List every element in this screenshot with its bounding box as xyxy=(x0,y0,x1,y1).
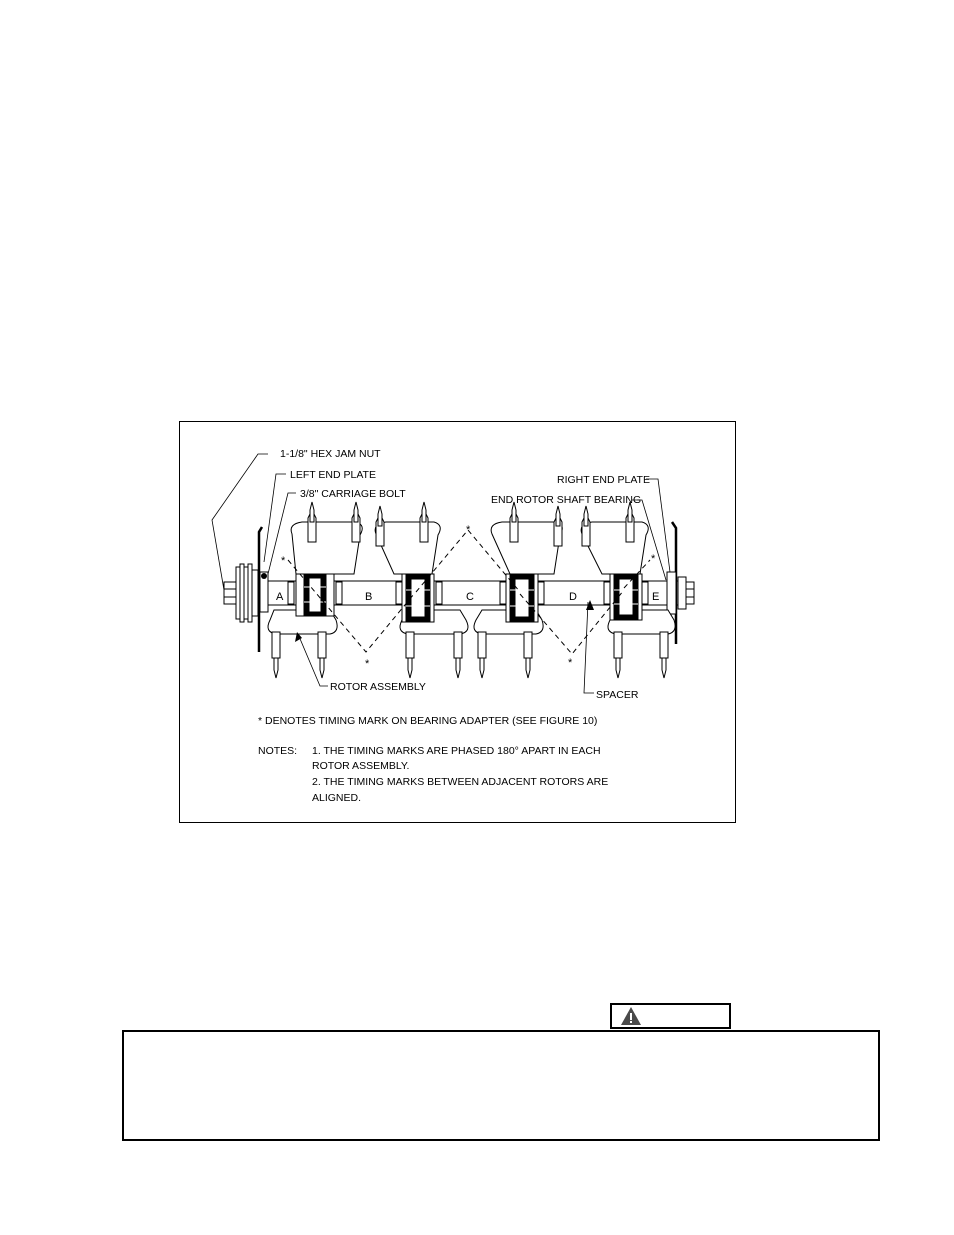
notes-heading: NOTES: xyxy=(258,745,298,757)
note-1-line-1: 1. THE TIMING MARKS ARE PHASED 180° APART IN EACH xyxy=(312,745,601,757)
label-right-end-plate: RIGHT END PLATE xyxy=(557,474,650,486)
label-rotor-assembly: ROTOR ASSEMBLY xyxy=(330,681,426,693)
timing-mark-star: * xyxy=(568,657,573,669)
warning-box xyxy=(122,1030,880,1141)
label-end-rotor-shaft-bearing: END ROTOR SHAFT BEARING xyxy=(491,494,642,506)
carriage-bolt-head xyxy=(261,573,267,579)
timing-mark-legend: * DENOTES TIMING MARK ON BEARING ADAPTER (SEE FIGURE 10) xyxy=(258,715,598,727)
segment-label-c: C xyxy=(466,591,474,603)
note-1-line-2: ROTOR ASSEMBLY. xyxy=(312,760,410,772)
segment-label-a: A xyxy=(276,591,284,603)
rotor-assembly-diagram xyxy=(180,422,735,822)
timing-mark-star: * xyxy=(466,524,471,536)
figure-frame xyxy=(179,421,736,823)
timing-mark-star: * xyxy=(651,553,656,565)
hex-jam-nut xyxy=(224,582,236,604)
label-spacer: SPACER xyxy=(596,689,639,701)
timing-mark-star: * xyxy=(281,555,286,567)
note-2-line-1: 2. THE TIMING MARKS BETWEEN ADJACENT ROTORS ARE xyxy=(312,776,609,788)
timing-mark-star: * xyxy=(365,658,370,670)
end-rotor-shaft-bearing xyxy=(667,572,694,614)
warning-triangle-icon xyxy=(620,1006,642,1026)
segment-label-d: D xyxy=(569,591,577,603)
label-carriage-bolt: 3/8" CARRIAGE BOLT xyxy=(300,488,406,500)
pulley xyxy=(236,564,258,622)
tines-bottom xyxy=(272,632,668,678)
label-hex-jam-nut: 1-1/8" HEX JAM NUT xyxy=(280,448,381,460)
label-left-end-plate: LEFT END PLATE xyxy=(290,469,376,481)
segment-label-b: B xyxy=(365,591,373,603)
note-2-line-2: ALIGNED. xyxy=(312,792,362,804)
segment-label-e: E xyxy=(652,591,660,603)
warning-header xyxy=(610,1003,731,1029)
